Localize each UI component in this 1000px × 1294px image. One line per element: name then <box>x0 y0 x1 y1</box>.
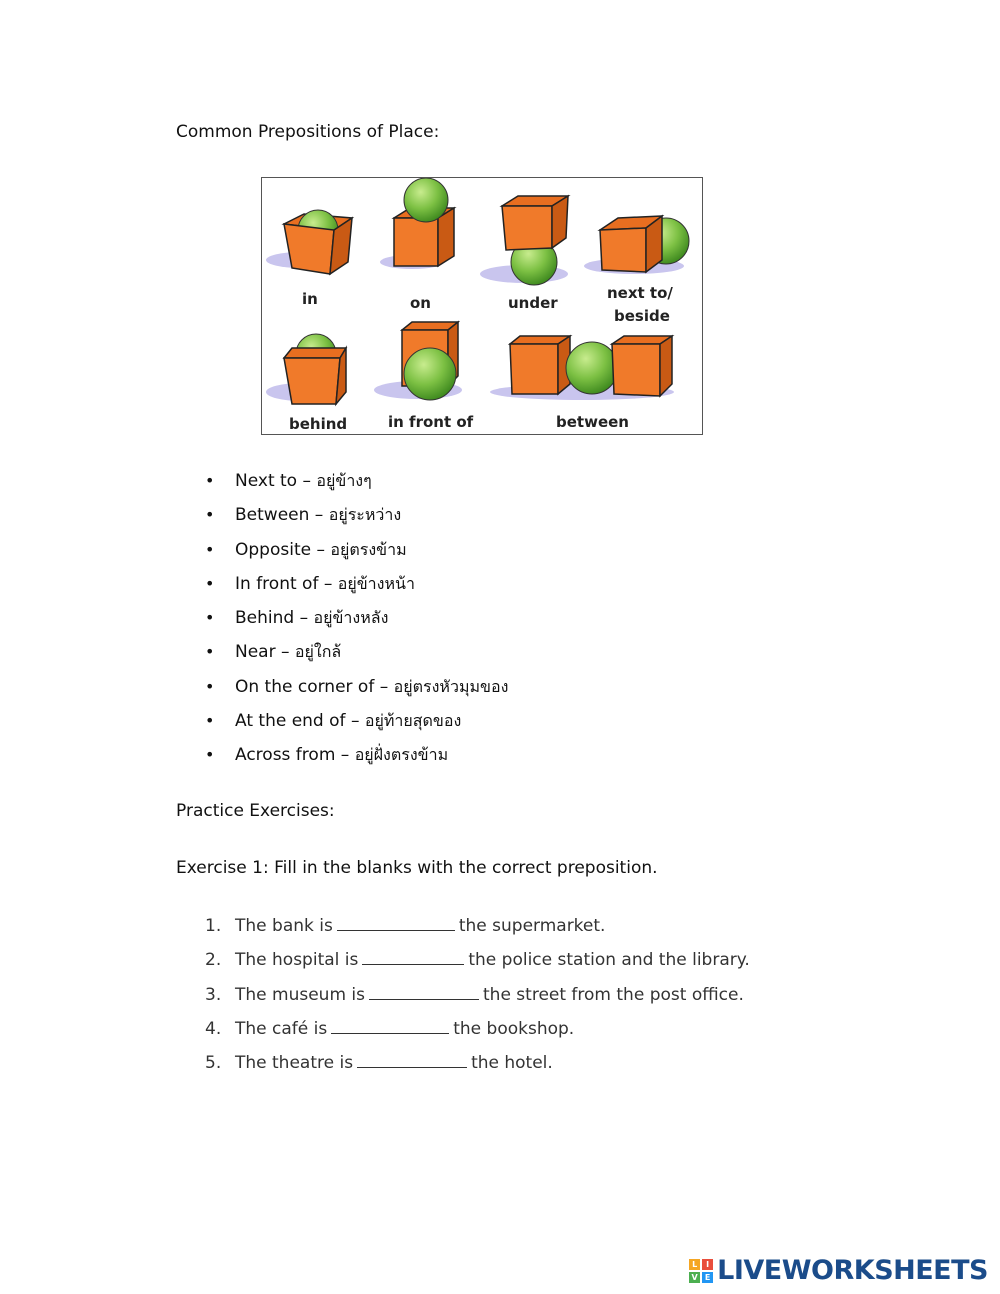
preposition-item <box>205 738 508 772</box>
exercise-item <box>205 943 750 977</box>
cube-side <box>660 336 672 396</box>
preposition-th: อยู่ตรงหัวมุมของ <box>393 676 509 696</box>
exercise-number: 2. <box>205 950 222 971</box>
exercise-number: 5. <box>205 1053 222 1074</box>
prepositions-illustration <box>261 177 703 435</box>
separator: – <box>340 745 350 766</box>
answer-blank[interactable] <box>357 1053 467 1068</box>
cube-front <box>394 218 438 266</box>
cube-front <box>600 228 646 272</box>
exercise-item <box>205 1012 750 1046</box>
scene-in-front-of <box>374 322 474 431</box>
sentence-start: The hospital is <box>235 950 359 971</box>
preposition-th: อยู่ใกล้ <box>294 642 342 662</box>
preposition-item <box>205 670 508 704</box>
answer-blank[interactable] <box>331 1019 449 1034</box>
answer-blank[interactable] <box>369 985 479 1000</box>
prepositions-list <box>205 464 508 773</box>
logo-tile: L <box>689 1259 700 1270</box>
preposition-th: อยู่ตรงข้าม <box>330 539 407 559</box>
sphere <box>404 178 448 222</box>
scene-behind <box>266 334 347 433</box>
separator: – <box>316 539 325 560</box>
preposition-item <box>205 498 508 532</box>
preposition-en: At the end of <box>235 711 346 732</box>
preposition-item <box>205 601 508 635</box>
cube-front <box>284 224 334 274</box>
separator: – <box>314 505 324 526</box>
exercise-1-heading: Exercise 1: Fill in the blanks with the correct preposition. <box>176 858 658 878</box>
practice-heading: Practice Exercises: <box>176 801 335 821</box>
label-behind: behind <box>289 415 348 433</box>
cube-front <box>284 358 340 404</box>
label-beside: beside <box>614 307 670 325</box>
scene-under <box>480 196 568 312</box>
sentence-end: the hotel. <box>471 1053 553 1074</box>
preposition-en: Behind <box>235 608 295 629</box>
preposition-item <box>205 635 508 669</box>
preposition-item <box>205 533 508 567</box>
sentence-start: The café is <box>235 1018 328 1039</box>
sentence-start: The museum is <box>235 984 365 1005</box>
sentence-end: the supermarket. <box>458 916 606 936</box>
cube-front <box>502 206 552 250</box>
exercise-item <box>205 909 750 943</box>
preposition-en: In front of <box>235 573 319 594</box>
exercise-list <box>205 909 750 1080</box>
cube-front <box>612 344 660 396</box>
preposition-en: Between <box>235 505 310 526</box>
preposition-th: อยู่ท้ายสุดของ <box>364 711 462 731</box>
preposition-th: อยู่ฝั่งตรงข้าม <box>354 745 449 765</box>
preposition-th: อยู่ข้างหลัง <box>313 608 389 628</box>
scene-on <box>380 178 454 312</box>
sentence-start: The bank is <box>235 916 333 936</box>
exercise-number: 1. <box>205 916 222 936</box>
scene-next-to <box>584 216 689 325</box>
label-between: between <box>556 413 629 431</box>
scene-between <box>490 336 674 431</box>
prepositions-diagram <box>262 178 701 433</box>
cube-front <box>510 344 558 394</box>
sentence-end: the bookshop. <box>453 1018 575 1039</box>
exercise-number: 4. <box>205 1018 222 1039</box>
preposition-en: Across from <box>235 745 336 766</box>
sentence-end: the street from the post office. <box>483 984 744 1005</box>
preposition-en: Next to <box>235 471 298 491</box>
answer-blank[interactable] <box>362 950 464 965</box>
separator: – <box>323 573 333 594</box>
preposition-item <box>205 567 508 601</box>
label-under: under <box>508 294 558 312</box>
sentence-end: the police station and the library. <box>468 950 750 971</box>
separator: – <box>299 608 309 629</box>
answer-blank[interactable] <box>337 916 455 931</box>
label-next-to: next to/ <box>607 284 673 302</box>
exercise-number: 3. <box>205 984 222 1005</box>
label-in-front-of: in front of <box>388 413 474 431</box>
separator: – <box>281 642 290 663</box>
separator: – <box>379 676 389 697</box>
preposition-th: อยู่ข้างๆ <box>316 471 372 490</box>
label-on: on <box>410 294 431 312</box>
logo-wordmark: LIVEWORKSHEETS <box>717 1255 988 1286</box>
scene-in <box>266 210 352 308</box>
logo-tile: E <box>702 1272 713 1283</box>
sphere <box>566 342 618 394</box>
exercise-item <box>205 1046 750 1080</box>
logo-tiles <box>689 1259 713 1283</box>
sentence-start: The theatre is <box>235 1053 354 1074</box>
sphere <box>404 348 456 400</box>
exercise-item <box>205 978 750 1012</box>
cube-side <box>552 196 568 248</box>
preposition-item <box>205 704 508 738</box>
preposition-en: Opposite <box>235 539 312 560</box>
preposition-th: อยู่ระหว่าง <box>328 505 402 525</box>
preposition-en: On the corner of <box>235 676 375 697</box>
preposition-th: อยู่ข้างหน้า <box>337 573 415 593</box>
liveworksheets-logo <box>689 1255 988 1286</box>
logo-tile: I <box>702 1259 713 1270</box>
separator: – <box>302 471 311 491</box>
separator: – <box>350 711 360 732</box>
cube-top <box>284 348 346 358</box>
preposition-item <box>205 464 508 498</box>
label-in: in <box>302 290 318 308</box>
page-title: Common Prepositions of Place: <box>176 122 440 142</box>
preposition-en: Near <box>235 642 276 663</box>
logo-tile: V <box>689 1272 700 1283</box>
